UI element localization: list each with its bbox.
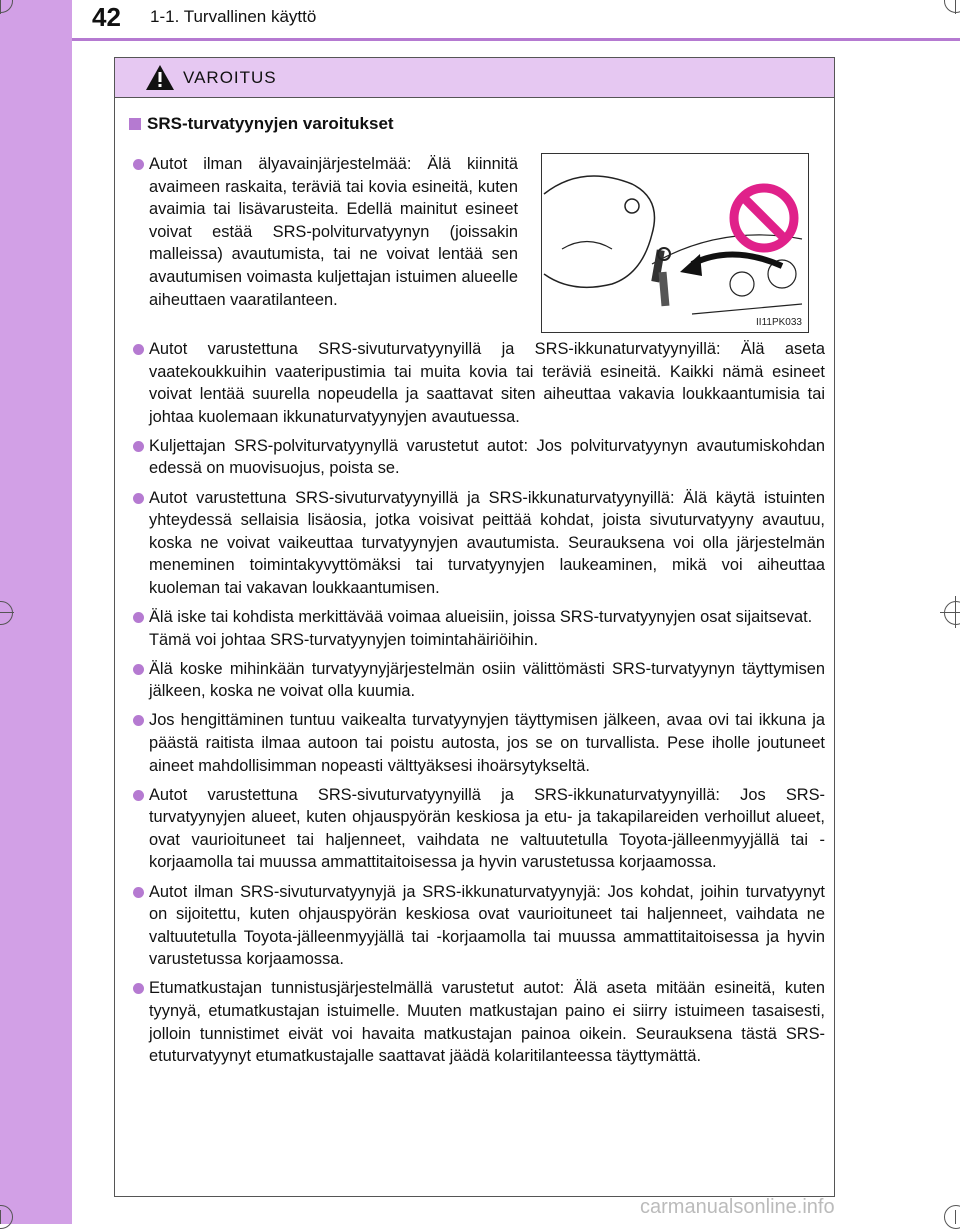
figure-code: II11PK033 xyxy=(756,317,802,328)
warning-subheading xyxy=(129,114,394,134)
warning-header xyxy=(115,58,834,98)
crop-line xyxy=(0,1210,1,1224)
item-text: Autot varustettuna SRS-sivuturvatyynyillä ja SRS-ikkunaturvatyynyillä: Jos SRS-turvatyynyjen alueet, kuten ohjauspyörän keskiosa ja etu- ja takapilareiden verhoillut alueet, ovat vaurioituneet tai haljenneet, vaihdata ne valtuutetulla Toyota-jälleenmyyjällä tai -korjaamolla tai muussa ammattitaitoisessa ja hyvin varustetussa korjaamossa. xyxy=(149,785,825,872)
list-item xyxy=(133,784,825,874)
item-text: Jos hengittäminen tuntuu vaikealta turvatyynyjen täyttymisen jälkeen, avaa ovi tai ikkuna ja päästä raitista ilmaa autoon tai poistu autosta, jos se on turvallista. Pese iholle joutuneet aineet mahdollisimman nopeasti välttyäksesi ihoärsytykseltä. xyxy=(149,711,825,775)
bullet-icon xyxy=(133,493,144,504)
warning-label: VAROITUS xyxy=(183,67,277,87)
bullet-icon xyxy=(133,887,144,898)
crop-line xyxy=(955,596,956,628)
list-item xyxy=(133,435,825,480)
bullet-icon xyxy=(133,612,144,623)
square-marker-icon xyxy=(129,118,141,130)
item-extra-text: Tämä voi johtaa SRS-turvatyynyjen toimintahäiriöihin. xyxy=(149,630,538,649)
illustration-key-prohibited xyxy=(541,153,809,333)
item-text: Autot varustettuna SRS-sivuturvatyynyillä ja SRS-ikkunaturvatyynyillä: Älä käytä istuinten yhteydessä sellaisia lisäosia, jotka voisivat peittää kohdat, joista sivuturvatyyny avautuu, koska ne voivat vaikeuttaa turvatyynyjen avautumista. Seurauksena voi olla järjestelmän meneminen toimintakyvyttömäksi tai turvatyynyjen laukeaminen, mikä voi aiheuttaa kuoleman tai vakavan loukkaantumisen. xyxy=(149,488,825,597)
item-text: Autot ilman SRS-sivuturvatyynyjä ja SRS-ikkunaturvatyynyjä: Jos kohdat, joihin turvatyynyt on sijoitettu, kuten ohjauspyörän keskiosa ovat vaurioituneet tai haljenneet, vaihdata ne valtuutetulla Toyota-jälleenmyyjällä tai -korjaamolla tai muussa ammattitaitoisessa ja hyvin varustetussa korjaamossa. xyxy=(149,882,825,969)
crop-line xyxy=(940,612,960,613)
item-text-group xyxy=(149,606,825,651)
list-item xyxy=(133,153,518,311)
bullet-icon xyxy=(133,159,144,170)
item-text: Älä iske tai kohdista merkittävää voimaa alueisiin, joissa SRS-turvatyynyjen osat sijaitsevat. xyxy=(149,608,813,627)
crop-mark-top-right xyxy=(944,0,960,13)
warning-list xyxy=(133,338,825,1074)
crop-mark-mid-right xyxy=(944,601,960,625)
list-item xyxy=(133,487,825,600)
watermark: carmanualsonline.info xyxy=(640,1196,835,1218)
item-text: Kuljettajan SRS-polviturvatyynyllä varustetut autot: Jos polviturvatyynyn avautumiskohdan edessä on muovisuojus, poista se. xyxy=(149,436,825,478)
item-text: Autot varustettuna SRS-sivuturvatyynyillä ja SRS-ikkunaturvatyynyillä: Älä aseta vaatekoukkuihin vaateripustimia tai muita kovia tai teräviä esineitä. Kaikki nämä esineet voivat lentää suurella nopeudella ja saattavat siten aiheuttaa vakavia loukkaantumisia tai johtaa kuolemaan ikkunaturvatyynyjen avautuessa. xyxy=(149,340,825,426)
bullet-icon xyxy=(133,983,144,994)
crop-line xyxy=(955,1210,956,1224)
key-illustration-icon xyxy=(542,154,808,332)
header-rule xyxy=(72,38,960,41)
bullet-icon xyxy=(133,664,144,675)
list-item xyxy=(133,977,825,1067)
crop-line xyxy=(0,612,14,613)
crop-line xyxy=(0,0,1,14)
list-item xyxy=(133,338,825,428)
item-text: Etumatkustajan tunnistusjärjestelmällä varustetut autot: Älä aseta mitään esineitä, kuten tyynyä, etumatkustajan istuimelle. Muuten matkustajan paino ei siirry istuimeen tasaisesti, jolloin tunnistimet eivät voi havaita matkustajan painoa oikein. Seurauksena tästä SRS-etuturvatyynyt etumatkustajalle saattavat jäädä kolaritilanteessa täyttymättä. xyxy=(149,979,825,1066)
crop-line xyxy=(955,0,956,14)
bullet-icon xyxy=(133,344,144,355)
first-item-row xyxy=(133,153,823,328)
list-item xyxy=(133,709,825,777)
subheading-text: SRS-turvatyynyjen varoitukset xyxy=(147,114,394,133)
section-title: 1-1. Turvallinen käyttö xyxy=(150,7,317,26)
list-item xyxy=(133,658,825,703)
item-text: Autot ilman älyavainjärjestelmää: Älä kiinnitä avaimeen raskaita, teräviä tai kovia esineitä, kuten avaimia tai lisävarusteita. Edellä mainitut esineet voivat estää SRS-polviturvatyynyn (joissakin malleissa) avautumista, tai ne voivat lentää sen avautumisen voimasta kuljettajan istuimen alueelle aiheuttaen vaaratilanteen. xyxy=(149,155,518,309)
item-text: Älä koske mihinkään turvatyynyjärjestelmän osiin välittömästi SRS-turvatyynyn täyttymisen jälkeen, koska ne voivat olla kuumia. xyxy=(149,659,825,701)
crop-mark-bottom-right xyxy=(944,1205,960,1229)
bullet-icon xyxy=(133,715,144,726)
list-item xyxy=(133,881,825,971)
warning-box xyxy=(114,57,835,1197)
warning-triangle-icon xyxy=(145,64,175,91)
bullet-icon xyxy=(133,790,144,801)
page-number: 42 xyxy=(92,2,121,32)
list-item xyxy=(133,606,825,651)
bullet-icon xyxy=(133,441,144,452)
